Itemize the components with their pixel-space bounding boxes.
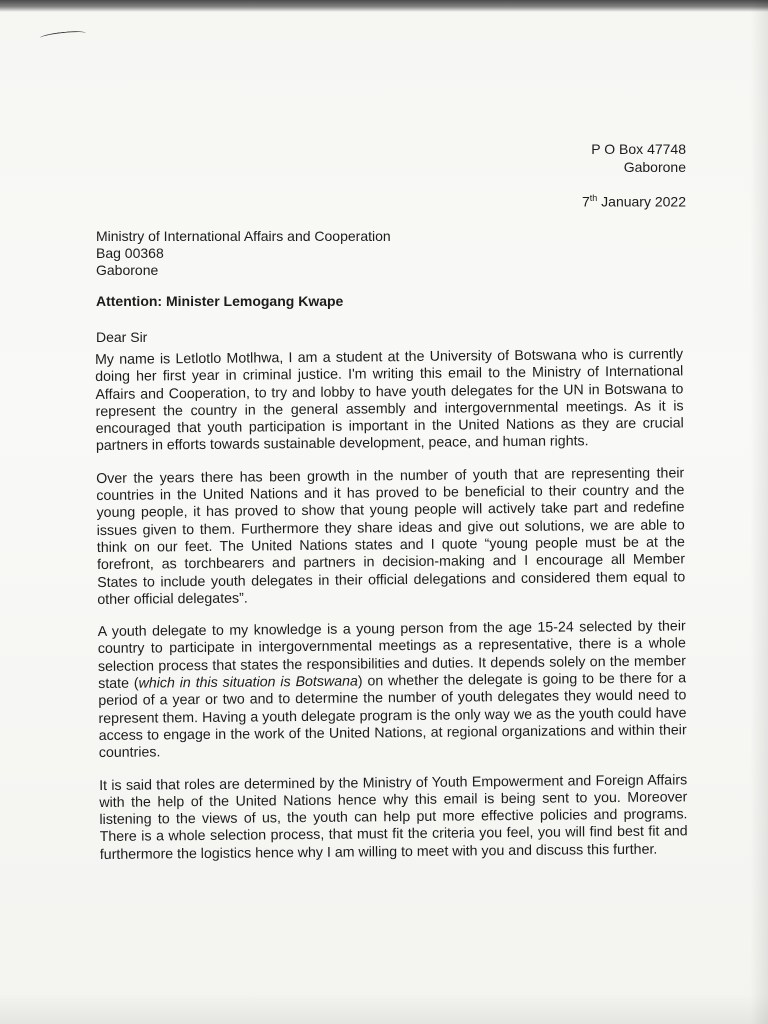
letter-date bbox=[582, 189, 686, 211]
paper-bottom-shadow bbox=[0, 994, 768, 1024]
letter-body bbox=[95, 346, 688, 879]
date-month-year: January 2022 bbox=[597, 193, 686, 210]
sender-address bbox=[591, 140, 686, 176]
sender-address-line: P O Box 47748 bbox=[591, 141, 686, 157]
pen-stroke-mark bbox=[40, 30, 86, 42]
paper-top-edge-shadow bbox=[0, 0, 768, 12]
paragraph-text: ) on whether the delegate is going to be there for a period of a year or two and to determine the number of youth delegates they would need to represent them. Having a youth delegate program is the only way we as the youth could have access to engage in the work of the United Nations, at regional organizations and within their countries. bbox=[98, 670, 687, 762]
recipient-address-line: Gaborone bbox=[96, 262, 159, 278]
date-suffix: th bbox=[589, 193, 598, 203]
recipient-address-line: Bag 00368 bbox=[96, 245, 164, 261]
body-paragraph: It is said that roles are determined by the Ministry of Youth Empowerment and Foreign Affairs with the help of the United Nations hence why this email is being sent to you. Moreover listening to the views of us, the youth can help put more effective policies and programs. There is a whole selection process, that must fit the criteria you feel, you will find best fit and furthermore the logistics hence why I am willing to meet with you and discuss this further. bbox=[99, 771, 688, 863]
date-day: 7 bbox=[581, 193, 590, 210]
sender-address-line: Gaborone bbox=[623, 159, 686, 175]
paper-right-shadow bbox=[750, 0, 768, 1024]
recipient-address-line: Ministry of International Affairs and Cooperation bbox=[96, 228, 391, 244]
attention-line: Attention: Minister Lemogang Kwape bbox=[96, 293, 344, 309]
recipient-address bbox=[96, 228, 391, 279]
paragraph-text: A youth delegate to my knowledge is a young person from the age 15-24 selected by their country to participate in intergovernmental meetings as a representative, there is a whole selection process that states the responsibilities and duties. It depends solely on the member state ( bbox=[97, 618, 687, 693]
body-paragraph bbox=[98, 618, 687, 762]
body-paragraph: My name is Letlotlo Motlhwa, I am a student at the University of Botswana who is currently doing her first year in criminal justice. I'm writing this email to the Ministry of International Affairs and Cooperation, to try and lobby to have youth delegates for the UN in Botswana to represent the country in the general assembly and intergovernmental meetings. As it is encouraged that youth participation is important in the United Nations as they are crucial partners in efforts towards sustainable development, peace, and human rights. bbox=[95, 346, 684, 455]
paragraph-italic-text: which in this situation is Botswana bbox=[138, 673, 358, 692]
salutation: Dear Sir bbox=[96, 329, 148, 345]
body-paragraph: Over the years there has been growth in the number of youth that are representing their countries in the United Nations and it has proved to be beneficial to their country and the young people, it has proved to show that young people will actively take part and redefine issues given to them. Furthermore they share ideas and give out solutions, we are able to think on our feet. The United Nations states and I quote “young people must be at the forefront, as torchbearers and partners in decision-making and I encourage all Member States to include youth delegates in their official delegations and considered them equal to other official delegates”. bbox=[96, 465, 686, 608]
